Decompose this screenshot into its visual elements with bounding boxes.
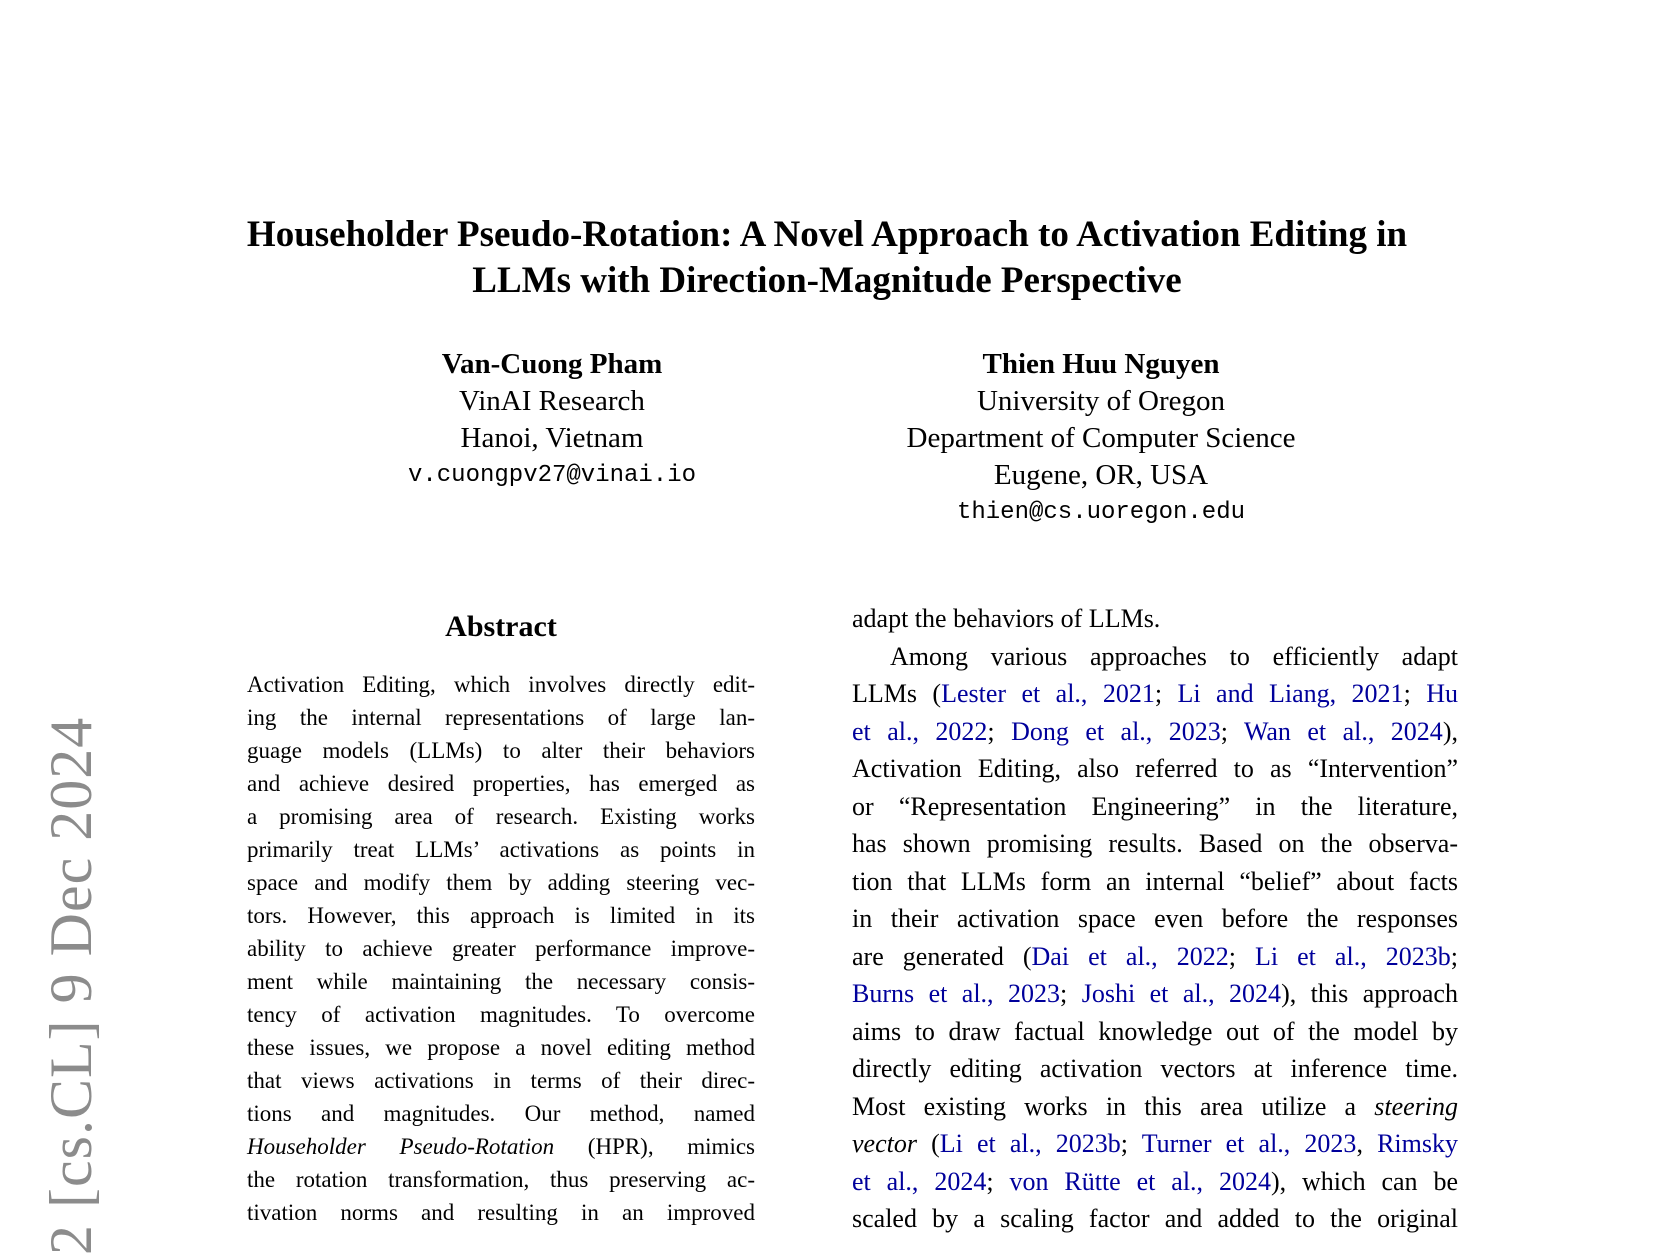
text-line — [852, 750, 1458, 788]
text-segment: ; — [1228, 941, 1255, 971]
text-segment: ( — [916, 1129, 940, 1158]
text-line — [247, 998, 755, 1031]
text-segment: Most existing works in this area utilize a — [852, 1091, 1375, 1121]
citation-link[interactable]: von Rütte et al., 2024 — [1009, 1166, 1271, 1196]
text-line — [852, 1013, 1458, 1051]
text-segment: Department of Computer Science — [906, 422, 1296, 454]
citation-link[interactable]: Burns et al., 2023 — [852, 979, 1061, 1008]
citation-link[interactable]: Rimsky — [1377, 1129, 1458, 1158]
text-segment: steering — [1374, 1091, 1458, 1121]
text-segment: are generated ( — [852, 941, 1032, 971]
text-segment: tion that LLMs form an internal “belief” about facts — [852, 866, 1458, 896]
text-segment: tions and magnitudes. Our method, named — [247, 1101, 755, 1126]
text-line — [247, 734, 755, 767]
text-line — [851, 420, 1351, 457]
text-line — [852, 600, 1458, 638]
author-affiliation — [302, 383, 802, 457]
text-segment: ; — [1120, 1129, 1142, 1158]
text-segment: ; — [1220, 716, 1244, 746]
text-segment: ; — [987, 716, 1012, 746]
text-line — [851, 383, 1351, 420]
text-segment: Activation Editing, which involves directly edit- — [247, 672, 755, 697]
author-email: thien@cs.uoregon.edu — [956, 499, 1246, 526]
text-line — [247, 1031, 755, 1064]
text-line — [852, 675, 1458, 713]
citation-link[interactable]: et al., 2022 — [852, 716, 988, 746]
text-line — [302, 383, 802, 420]
author-block-2 — [851, 346, 1351, 531]
text-segment: ), this approach — [1281, 979, 1458, 1008]
text-line — [247, 1064, 755, 1097]
text-line — [852, 825, 1458, 863]
citation-link[interactable]: Dong et al., 2023 — [1011, 716, 1221, 746]
text-segment: space and modify them by adding steering vec- — [247, 870, 755, 895]
text-segment: scaled by a scaling factor and added to the original — [852, 1204, 1458, 1233]
text-line — [852, 938, 1458, 976]
text-segment: a promising area of research. Existing works — [247, 804, 755, 829]
text-segment: ; — [1154, 679, 1178, 708]
citation-link[interactable]: Hu — [1426, 679, 1458, 708]
text-line — [302, 420, 802, 457]
text-segment: the rotation transformation, thus preserving ac- — [247, 1167, 755, 1192]
arxiv-watermark: 2 [cs.CL] 9 Dec 2024 — [38, 716, 104, 1255]
text-segment: ), — [1442, 716, 1458, 746]
text-segment: LLMs ( — [852, 679, 942, 708]
text-segment: ment while maintaining the necessary consis- — [247, 969, 755, 994]
text-segment: ), which can be — [1270, 1166, 1459, 1196]
text-line — [852, 1088, 1458, 1126]
text-segment: VinAI Research — [459, 385, 645, 417]
text-segment: (HPR), mimics — [554, 1134, 755, 1159]
author-name: Thien Huu Nguyen — [982, 348, 1220, 380]
citation-link[interactable]: Turner et al., 2023 — [1141, 1129, 1357, 1158]
text-segment: guage models (LLMs) to alter their behaviors — [247, 738, 755, 763]
text-line — [852, 1200, 1458, 1238]
text-segment: that views activations in terms of their direc- — [247, 1068, 755, 1093]
citation-link[interactable]: Li et al., 2023b — [939, 1129, 1121, 1158]
author-email: v.cuongpv27@vinai.io — [407, 462, 697, 489]
text-line — [247, 899, 755, 932]
text-segment: or “Representation Engineering” in the literature, — [852, 791, 1458, 821]
text-line — [247, 1130, 755, 1163]
author-affiliation — [851, 383, 1351, 494]
text-segment: University of Oregon — [976, 385, 1226, 417]
text-segment: , — [1356, 1129, 1378, 1158]
text-segment: in their activation space even before the responses — [852, 904, 1458, 933]
citation-link[interactable]: et al., 2024 — [852, 1166, 987, 1196]
text-segment: ability to achieve greater performance improve- — [247, 936, 755, 961]
text-line — [247, 767, 755, 800]
text-line — [247, 866, 755, 899]
text-line — [852, 713, 1458, 751]
text-segment: and achieve desired properties, has emerged as — [247, 771, 755, 796]
citation-link[interactable]: Joshi et al., 2024 — [1081, 979, 1282, 1008]
text-line — [852, 1125, 1458, 1163]
text-line — [852, 900, 1458, 938]
paper-title-line1: Householder Pseudo-Rotation: A Novel Approach to Activation Editing in — [246, 214, 1408, 255]
paper-title-line2: LLMs with Direction-Magnitude Perspective — [472, 260, 1182, 301]
text-segment: tivation norms and resulting in an improved — [247, 1200, 755, 1225]
text-segment: ; — [1450, 941, 1458, 971]
text-segment: primarily treat LLMs’ activations as points in — [247, 837, 755, 862]
author-block-1 — [302, 346, 802, 494]
text-line — [247, 833, 755, 866]
text-segment: aims to draw factual knowledge out of the model by — [852, 1016, 1458, 1046]
introduction-text-column — [852, 600, 1458, 1238]
text-line — [247, 800, 755, 833]
abstract-text-column — [247, 668, 755, 1229]
text-segment: Among various approaches to efficiently adapt — [890, 641, 1458, 671]
text-segment: vector — [852, 1129, 917, 1158]
abstract-heading: Abstract — [445, 610, 557, 643]
text-segment: ; — [986, 1166, 1010, 1196]
citation-link[interactable]: Li and Liang, 2021 — [1177, 679, 1404, 708]
citation-link[interactable]: Wan et al., 2024 — [1243, 716, 1443, 746]
text-line — [247, 932, 755, 965]
text-segment: these issues, we propose a novel editing method — [247, 1035, 755, 1060]
text-segment: Activation Editing, also referred to as “Intervention” — [852, 754, 1458, 783]
text-segment: Hanoi, Vietnam — [460, 422, 644, 454]
text-segment: Householder Pseudo-Rotation — [247, 1134, 555, 1159]
text-segment: Eugene, OR, USA — [993, 459, 1209, 491]
text-segment: tors. However, this approach is limited in its — [247, 903, 755, 928]
citation-link[interactable]: Lester et al., 2021 — [941, 679, 1155, 708]
text-segment: ing the internal representations of large lan- — [247, 705, 755, 730]
text-line — [851, 457, 1351, 494]
text-line — [852, 975, 1458, 1013]
text-segment: ; — [1403, 679, 1427, 708]
text-segment: ; — [1060, 979, 1082, 1008]
text-line — [852, 863, 1458, 901]
text-line — [247, 668, 755, 701]
citation-link[interactable]: Dai et al., 2022 — [1031, 941, 1229, 971]
text-segment: tency of activation magnitudes. To overcome — [247, 1002, 755, 1027]
text-line — [852, 1050, 1458, 1088]
text-segment: directly editing activation vectors at inference time. — [852, 1054, 1458, 1083]
text-segment: has shown promising results. Based on the observa- — [852, 829, 1458, 858]
text-line — [247, 1196, 755, 1229]
text-line — [247, 1097, 755, 1130]
text-line — [247, 965, 755, 998]
text-line — [852, 638, 1458, 676]
text-line — [852, 788, 1458, 826]
text-line — [852, 1163, 1458, 1201]
author-name: Van-Cuong Pham — [441, 348, 663, 380]
text-line — [247, 701, 755, 734]
text-line — [247, 1163, 755, 1196]
text-segment: adapt the behaviors of LLMs. — [852, 604, 1161, 633]
citation-link[interactable]: Li et al., 2023b — [1254, 941, 1451, 971]
paper-title — [0, 212, 1654, 304]
